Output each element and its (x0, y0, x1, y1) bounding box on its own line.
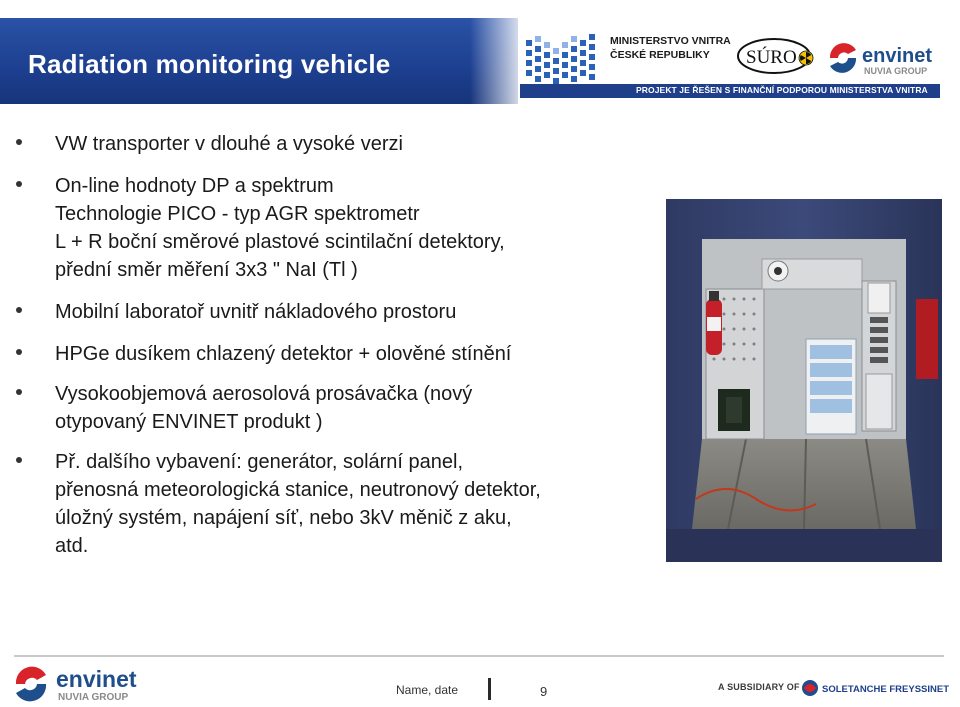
footer-divider (14, 655, 944, 657)
bullet-text: úložný systém, napájení síť, nebo 3kV měnič z aku, (55, 507, 512, 529)
bullet-text: L + R boční směrové plastové scintilační detektory, (55, 231, 505, 253)
svg-text:envinet: envinet (862, 45, 933, 67)
bullet-text: Př. dalšího vybavení: generátor, solární panel, (55, 451, 464, 473)
footer-name-date: Name, date (396, 683, 459, 697)
bullet-text: atd. (55, 535, 89, 557)
bullet-dot (16, 389, 22, 395)
footer-envinet-logo (14, 664, 174, 704)
partner-logos (518, 22, 942, 102)
project-text: PROJEKT JE ŘEŠEN S FINANČNÍ PODPOROU MINISTERSTVA VNITRA (636, 85, 928, 95)
soletanche-freyssinet-logo (800, 676, 950, 700)
bullet-text: VW transporter v dlouhé a vysoké verzi (55, 133, 403, 155)
bullet-text: HPGe dusíkem chlazený detektor + olověné stínění (55, 343, 512, 365)
bullet-text: Technologie PICO - typ AGR spektrometr (55, 203, 420, 225)
ministry-text: MINISTERSTVO VNITRA ČESKÉ REPUBLIKY (610, 35, 731, 61)
svg-text:SÚRO: SÚRO (746, 47, 797, 68)
svg-text:envinet: envinet (56, 666, 137, 692)
bullet-text: otypovaný ENVINET produkt ) (55, 411, 323, 433)
bullet-text: Mobilní laboratoř uvnitř nákladového prostoru (55, 301, 457, 323)
page-number: 9 (540, 684, 548, 699)
bullet-dot (16, 181, 22, 187)
bullet-dot (16, 349, 22, 355)
envinet-logo (826, 36, 946, 80)
slide-header (0, 0, 960, 106)
subsidiary-text: A SUBSIDIARY OF (718, 682, 800, 692)
svg-text:NUVIA GROUP: NUVIA GROUP (58, 692, 129, 703)
bullet-dot (16, 307, 22, 313)
svg-text:NUVIA GROUP: NUVIA GROUP (864, 66, 928, 76)
bullet-text: Vysokoobjemová aerosolová prosávačka (nový (55, 383, 473, 405)
footer-separator (488, 678, 491, 700)
bullet-dot (16, 139, 22, 145)
bullet-text: přední směr měření 3x3 " NaI (Tl ) (55, 259, 358, 281)
svg-text:SOLETANCHE FREYSSINET: SOLETANCHE FREYSSINET (822, 684, 950, 695)
ministry-dots-logo (524, 30, 600, 86)
van-interior-photo (666, 199, 942, 562)
suro-logo (736, 36, 818, 76)
bullet-text: On-line hodnoty DP a spektrum (55, 175, 334, 197)
page-title: Radiation monitoring vehicle (28, 49, 391, 79)
bullet-text: přenosná meteorologická stanice, neutronový detektor, (55, 479, 541, 501)
bullet-dot (16, 457, 22, 463)
